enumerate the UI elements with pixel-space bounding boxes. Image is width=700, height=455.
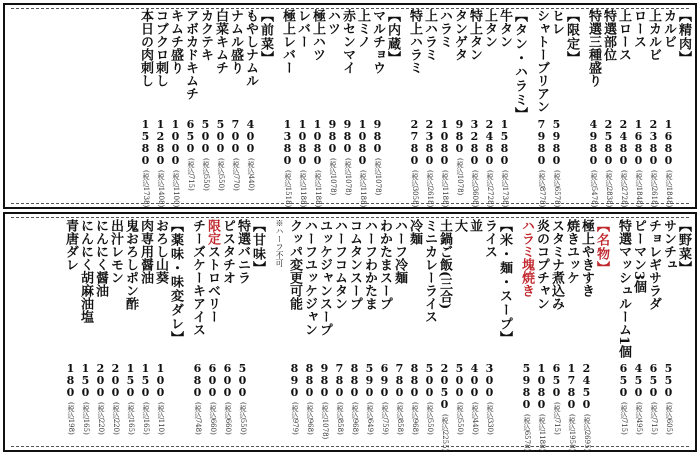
- price-column: [138, 118, 153, 207]
- item-price: 100: [154, 362, 167, 398]
- price-column: [631, 118, 646, 207]
- price-column: [407, 118, 422, 207]
- price-column: [205, 362, 220, 451]
- section-heading: 【薬味・味変ダレ】: [168, 219, 183, 345]
- section-heading: 【名物】: [594, 219, 609, 275]
- item-price-tax: (税込1078): [374, 158, 382, 196]
- item-price-tax: (税込715): [620, 402, 628, 435]
- price-column: [78, 362, 93, 451]
- menu-item: ユッケジャンスープ: [317, 219, 332, 336]
- menu-item: 出汁レモン: [108, 219, 123, 284]
- menu-item: 大: [452, 219, 467, 232]
- price-column: [138, 362, 153, 451]
- item-price: 500: [236, 362, 249, 398]
- item-price-tax: (税込165): [142, 402, 150, 435]
- item-price: 150: [124, 362, 137, 398]
- price-column: [93, 362, 108, 451]
- item-price: 200: [109, 362, 122, 398]
- item-price-tax: (税込858): [396, 402, 404, 435]
- item-price: 1000: [169, 118, 182, 166]
- price-column: [355, 118, 370, 207]
- item-price-tax: (税込2618): [426, 170, 434, 208]
- price-column: [168, 118, 183, 207]
- item-price-tax: (税込1188): [538, 414, 546, 452]
- item-price: 650: [617, 362, 630, 398]
- menu-item: コムタンスープ: [347, 219, 362, 310]
- item-price: 980: [371, 118, 384, 154]
- section-heading: 【米・麺・スープ】: [497, 219, 512, 345]
- item-price: 150: [79, 362, 92, 398]
- item-price-tax: (税込2255): [441, 414, 449, 452]
- menu-item: 特選バニラ: [235, 219, 250, 284]
- menu-section: [63, 219, 183, 345]
- price-column: [123, 362, 138, 451]
- price-column: [467, 362, 482, 451]
- item-price-tax: (税込110): [157, 402, 165, 435]
- item-price: 880: [408, 362, 421, 398]
- item-price: 1080: [535, 362, 548, 410]
- menu-item: タンゲタ: [452, 9, 467, 61]
- bottom-sections: [56, 219, 691, 358]
- menu-item: 白菜キムチ: [213, 9, 228, 74]
- item-price-tax: (税込1100): [172, 170, 180, 208]
- item-price: 1680: [632, 118, 645, 166]
- item-price-tax: (税込1958): [568, 414, 576, 452]
- item-price: 650: [550, 362, 563, 398]
- menu-item: 並: [467, 219, 482, 232]
- menu-item: シャトーブリアン: [534, 9, 549, 113]
- item-price-tax: (税込2838): [605, 170, 613, 208]
- item-price-tax: (税込660): [224, 402, 232, 435]
- item-price-tax: (税込550): [217, 158, 225, 191]
- top-prices: [131, 118, 691, 207]
- item-price: 2480: [617, 118, 630, 166]
- price-column: [213, 118, 228, 207]
- item-price: 2480: [483, 118, 496, 166]
- item-price-tax: (税込165): [127, 402, 135, 435]
- item-price: 550: [662, 362, 675, 398]
- price-column: [616, 118, 631, 207]
- price-column: [646, 118, 661, 207]
- menu-item: 特選マッシュルーム1個: [616, 219, 631, 359]
- menu-item: 牛タン: [497, 9, 512, 48]
- price-column: [586, 118, 601, 207]
- menu-item: おろし山葵: [153, 219, 168, 284]
- menu-item: サンチュ: [661, 219, 676, 271]
- item-price-tax: (税込1738): [142, 170, 150, 208]
- menu-item: 上ミノ: [355, 9, 370, 48]
- price-column: [370, 118, 385, 207]
- item-price-tax: (税込605): [665, 402, 673, 435]
- item-price-tax: (税込1408): [157, 170, 165, 208]
- item-price-tax: (税込2728): [486, 170, 494, 208]
- item-price-tax: (税込550): [456, 402, 464, 435]
- price-column: [302, 362, 317, 451]
- item-price: 980: [453, 118, 466, 154]
- menu-item: ハーフわかたま: [362, 219, 377, 310]
- item-price-tax: (税込660): [209, 402, 217, 435]
- menu-section: [586, 9, 691, 87]
- item-price-tax: (税込6578): [553, 170, 561, 208]
- menu-item: 炎のコプチャン: [534, 219, 549, 310]
- menu-item: 特選部位: [601, 9, 616, 61]
- item-price: 680: [191, 362, 204, 398]
- menu-item: 極上ハツ: [310, 9, 325, 61]
- price-column: [153, 118, 168, 207]
- price-column: [310, 118, 325, 207]
- item-price: 4980: [587, 118, 600, 166]
- menu-section: [534, 9, 579, 113]
- menu-item: もやしナムル: [243, 9, 258, 87]
- item-price-tax: (税込858): [336, 402, 344, 435]
- price-column: [243, 118, 258, 207]
- item-price-tax: (税込5478): [590, 170, 598, 208]
- item-price: 500: [423, 362, 436, 398]
- menu-item: 赤センマイ: [340, 9, 355, 74]
- item-price: 300: [483, 362, 496, 398]
- price-column: [228, 118, 243, 207]
- item-price: 1080: [438, 118, 451, 166]
- item-price: 2580: [602, 118, 615, 166]
- price-column: [497, 118, 512, 207]
- section-heading: 【限定】: [564, 9, 579, 65]
- menu-item: 上ロース: [616, 9, 631, 61]
- price-column: [295, 118, 310, 207]
- menu-item: マルチョウ: [370, 9, 385, 74]
- price-column: [601, 118, 616, 207]
- item-price: 980: [341, 118, 354, 154]
- price-column: [482, 362, 497, 451]
- item-price: 650: [647, 362, 660, 398]
- menu-item: チーズケーキアイス: [190, 219, 205, 336]
- item-price: 3280: [468, 118, 481, 166]
- price-column: [325, 118, 340, 207]
- menu-section: [407, 9, 527, 121]
- item-price-tax: (税込2695): [583, 414, 591, 452]
- item-price: 150: [139, 362, 152, 398]
- price-column: [422, 118, 437, 207]
- item-price: 1080: [311, 118, 324, 166]
- menu-item: ハーフ冷麺: [392, 219, 407, 284]
- item-price: 600: [206, 362, 219, 398]
- item-label: ストロベリー: [205, 245, 220, 323]
- menu-item: 上タン: [482, 9, 497, 48]
- item-price: 2780: [408, 118, 421, 166]
- price-column: [407, 362, 422, 451]
- price-column: [422, 362, 437, 451]
- price-column: [646, 362, 661, 451]
- item-price: 450: [632, 362, 645, 398]
- price-column: [220, 362, 235, 451]
- item-price-tax: (税込1188): [359, 170, 367, 208]
- price-column: [287, 362, 302, 451]
- item-price-tax: (税込1188): [441, 170, 449, 208]
- item-price-tax: (税込968): [411, 402, 419, 435]
- item-price-tax: (税込649): [366, 402, 374, 435]
- menu-item: ハラミ塊焼き: [519, 219, 534, 297]
- item-price: 880: [348, 362, 361, 398]
- item-price-tax: (税込550): [426, 402, 434, 435]
- item-price-tax: (税込1078): [344, 158, 352, 196]
- item-price: 890: [288, 362, 301, 398]
- item-price: 5980: [520, 362, 533, 410]
- price-column: [534, 118, 549, 207]
- menu-item: ヒレ: [549, 9, 564, 35]
- item-price-tax: (税込3608): [471, 170, 479, 208]
- item-price: 500: [199, 118, 212, 154]
- item-price-tax: (税込6578): [523, 414, 531, 452]
- price-column: [564, 362, 579, 451]
- item-label-limited: 限定: [205, 219, 220, 245]
- item-price-tax: (税込1188): [314, 170, 322, 208]
- menu-item: チョレギサラダ: [646, 219, 661, 310]
- menu-item: にんにく醤油: [93, 219, 108, 297]
- item-price: 1280: [154, 118, 167, 166]
- item-price: 2450: [580, 362, 593, 410]
- item-price: 200: [94, 362, 107, 398]
- section-heading: 【精肉】: [676, 9, 691, 65]
- item-price: 700: [229, 118, 242, 154]
- price-column: [616, 362, 631, 451]
- item-price-tax: (税込715): [187, 158, 195, 191]
- menu-item: ロース: [631, 9, 646, 48]
- menu-item: 上ハラミ: [422, 9, 437, 61]
- menu-item: ミニカレーライス: [422, 219, 437, 323]
- item-price-tax: (税込440): [471, 402, 479, 435]
- price-column: [280, 118, 295, 207]
- item-price-tax: (税込715): [650, 402, 658, 435]
- item-price: 500: [453, 362, 466, 398]
- item-price-tax: (税込1078): [456, 158, 464, 196]
- price-column: [482, 118, 497, 207]
- menu-item: レバー: [295, 9, 310, 48]
- item-price-tax: (税込165): [82, 402, 90, 435]
- menu-item: ナムル盛り: [228, 9, 243, 74]
- item-price: 400: [468, 362, 481, 398]
- price-column: [63, 362, 78, 451]
- menu-item: コブクロ刺し: [153, 9, 168, 87]
- item-price-tax: (税込715): [553, 402, 561, 435]
- menu-item: 青唐ダレ: [63, 219, 78, 271]
- item-price: 2050: [438, 362, 451, 410]
- item-price: 2380: [423, 118, 436, 166]
- price-column: [437, 118, 452, 207]
- menu-item: ピーマン3個: [631, 219, 646, 294]
- menu-item: カクテキ: [198, 9, 213, 61]
- item-price-tax: (税込968): [351, 402, 359, 435]
- item-price: 180: [64, 362, 77, 398]
- price-column: [377, 362, 392, 451]
- price-column: [235, 362, 250, 451]
- menu-item: 冷麺: [407, 219, 422, 245]
- price-column: [317, 362, 332, 451]
- item-price: 7980: [535, 118, 548, 166]
- item-price-tax: (税込1518): [284, 170, 292, 208]
- item-price: 2380: [647, 118, 660, 166]
- price-column: [452, 362, 467, 451]
- price-column: [332, 362, 347, 451]
- section-heading: 【前菜】: [258, 9, 273, 65]
- menu-item: 特上ハラミ: [407, 9, 422, 74]
- menu-section: [519, 219, 609, 310]
- section-heading: 【内蔵】: [385, 9, 400, 65]
- item-price: 5980: [550, 118, 563, 166]
- price-column: [549, 362, 564, 451]
- price-column: [467, 118, 482, 207]
- item-price-tax: (税込1188): [299, 170, 307, 208]
- menu-item: ハーフコムタン: [332, 219, 347, 310]
- price-column: [183, 118, 198, 207]
- item-price-tax: (税込198): [67, 402, 75, 435]
- divider: [11, 217, 689, 218]
- price-column: [198, 118, 213, 207]
- item-price: 1680: [662, 118, 675, 166]
- item-price-tax: (税込1078): [321, 402, 329, 440]
- item-price: 1580: [498, 118, 511, 166]
- menu-item: ハーフユッケジャン: [302, 219, 317, 336]
- item-price: 1080: [296, 118, 309, 166]
- menu-section: [138, 9, 273, 100]
- item-price: 600: [221, 362, 234, 398]
- section-heading: 【野菜】: [676, 219, 691, 275]
- menu-item: スタミナ煮込み: [549, 219, 564, 310]
- menu-item: 特選三種盛り: [586, 9, 601, 87]
- menu-item: わかたまスープ: [377, 219, 392, 310]
- item-price-tax: (税込1848): [665, 170, 673, 208]
- item-price: 1080: [356, 118, 369, 166]
- section-heading: 【タン・ハラミ】: [512, 9, 527, 121]
- item-price-tax: (税込770): [232, 158, 240, 191]
- menu-item: ピスタチオ: [220, 219, 235, 284]
- price-column: [579, 362, 594, 451]
- menu-item: 焼きユッケ: [564, 219, 579, 284]
- item-price-tax: (税込1078): [329, 158, 337, 196]
- price-column: [661, 118, 676, 207]
- item-price: 1780: [565, 362, 578, 410]
- price-column: [362, 362, 377, 451]
- item-price-tax: (税込8778): [538, 170, 546, 208]
- price-column: [452, 118, 467, 207]
- item-price: 780: [393, 362, 406, 398]
- menu-item: 鬼おろしポン酢: [123, 219, 138, 310]
- menu-item: ライス: [482, 219, 497, 258]
- item-price-tax: (税込220): [97, 402, 105, 435]
- menu-item: ハラミ: [437, 9, 452, 48]
- item-price: 650: [184, 118, 197, 154]
- price-column: [347, 362, 362, 451]
- item-price: 980: [326, 118, 339, 154]
- menu-item: 肉専用醤油: [138, 219, 153, 284]
- item-price-tax: (税込220): [112, 402, 120, 435]
- menu-item: 極上やきすき: [579, 219, 594, 297]
- item-price-tax: (税込748): [194, 402, 202, 435]
- price-column: [392, 362, 407, 451]
- menu-item: 土鍋ご飯(三合): [437, 219, 452, 310]
- menu-section: [616, 219, 691, 358]
- price-column: [437, 362, 452, 451]
- menu-item: カルビ: [661, 9, 676, 48]
- item-price-tax: (税込1848): [635, 170, 643, 208]
- section-heading: 【甘味】: [250, 219, 265, 275]
- item-price-tax: (税込440): [247, 158, 255, 191]
- menu-section: [190, 219, 265, 336]
- item-price-tax: (税込759): [381, 402, 389, 435]
- item-price-tax: (税込3058): [411, 170, 419, 208]
- item-price-tax: (税込1738): [501, 170, 509, 208]
- item-price-tax: (税込495): [635, 402, 643, 435]
- menu-item: アボカドキムチ: [183, 9, 198, 100]
- item-price: 780: [333, 362, 346, 398]
- item-price: 1380: [281, 118, 294, 166]
- item-price: 590: [363, 362, 376, 398]
- item-price: 500: [214, 118, 227, 154]
- item-price-tax: (税込550): [239, 402, 247, 435]
- price-column: [519, 362, 534, 451]
- menu-section: [280, 9, 400, 74]
- menu-item: 特上タン: [467, 9, 482, 61]
- price-column: [190, 362, 205, 451]
- menu-item: にんにく胡麻油塩: [78, 219, 93, 323]
- price-column: [153, 362, 168, 451]
- menu-item: [205, 219, 220, 323]
- price-column: [549, 118, 564, 207]
- item-price: 400: [244, 118, 257, 154]
- menu-item: キムチ盛り: [168, 9, 183, 74]
- item-price: 690: [378, 362, 391, 398]
- item-price-tax: (税込330): [486, 402, 494, 435]
- bottom-prices: [56, 362, 691, 451]
- menu-item: 本日の肉刺し: [138, 9, 153, 87]
- menu-item: ハツ: [325, 9, 340, 35]
- item-price: 880: [303, 362, 316, 398]
- item-price: 980: [318, 362, 331, 398]
- menu-item: 極上レバー: [280, 9, 295, 74]
- item-price-tax: (税込979): [291, 402, 299, 435]
- item-price: 1580: [139, 118, 152, 166]
- item-price-tax: (税込968): [306, 402, 314, 435]
- price-column: [340, 118, 355, 207]
- price-column: [631, 362, 646, 451]
- item-price-tax: (税込2728): [620, 170, 628, 208]
- item-price-tax: (税込550): [202, 158, 210, 191]
- price-column: [661, 362, 676, 451]
- top-sections: [131, 9, 691, 121]
- item-price-tax: (税込2618): [650, 170, 658, 208]
- menu-item: クッパ変更可能: [287, 219, 302, 310]
- price-column: [534, 362, 549, 451]
- menu-section: [272, 219, 512, 345]
- section-note: ※ハーフ不可: [275, 219, 284, 267]
- menu-item: 上カルビ: [646, 9, 661, 61]
- price-column: [108, 362, 123, 451]
